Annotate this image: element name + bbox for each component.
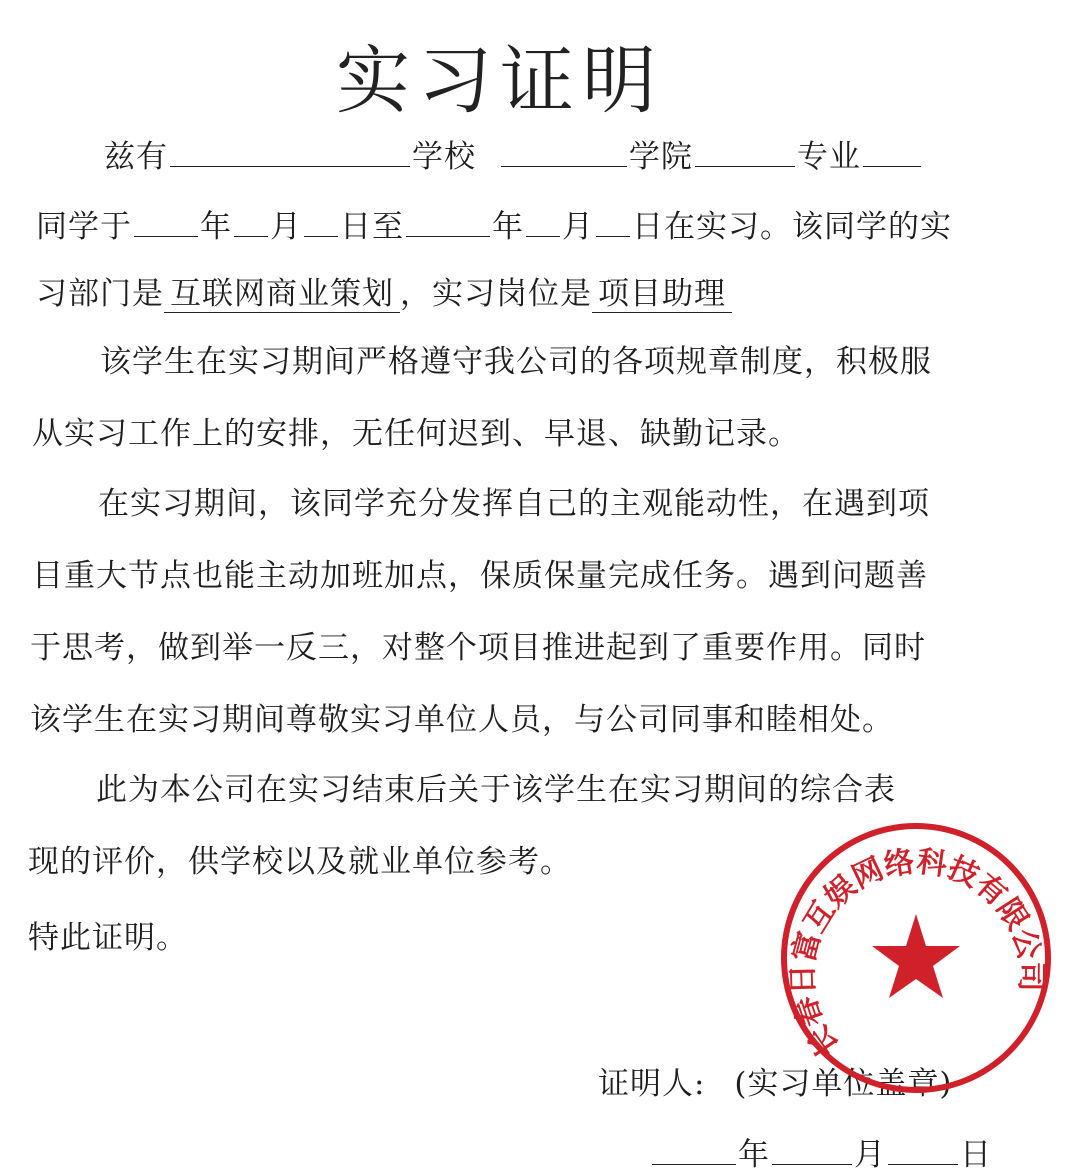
college-suffix: 学院 (628, 139, 693, 175)
day-to-label: 日至 (340, 209, 404, 245)
signature-label: 证明人: (598, 1066, 706, 1102)
start-year-blank (134, 206, 198, 237)
major-suffix: 专业 (796, 139, 861, 175)
day-in-label: 日在实习。该同学的实 (632, 209, 952, 245)
start-day-blank (304, 206, 338, 237)
major-extra-blank (863, 136, 921, 167)
body-line: 此为本公司在实习结束后关于该学生在实习期间的综合表 (96, 772, 896, 808)
school-label: 兹有 (104, 139, 168, 175)
end-month-label: 月 (562, 209, 594, 245)
body-line: 该学生在实习期间严格遵守我公司的各项规章制度，积极服 (100, 344, 932, 380)
seal-star-icon (872, 914, 960, 998)
start-month-label: 月 (270, 209, 302, 245)
dept-prefix: 习部门是 (36, 276, 164, 312)
sign-year-label: 年 (738, 1137, 770, 1173)
company-seal (776, 818, 1056, 1098)
school-line (104, 136, 923, 177)
end-year-label: 年 (492, 209, 524, 245)
major-blank (695, 136, 795, 167)
end-year-blank (406, 206, 490, 237)
end-month-blank (526, 206, 560, 237)
start-year-label: 年 (200, 209, 232, 245)
body-line: 从实习工作上的安排，无任何迟到、早退、缺勤记录。 (32, 416, 800, 452)
sign-day-label: 日 (960, 1137, 992, 1173)
start-month-blank (234, 206, 268, 237)
body-line: 在实习期间，该同学充分发挥自己的主观能动性，在遇到项 (98, 486, 930, 522)
end-day-blank (596, 206, 630, 237)
signature-unit: (实习单位盖章) (734, 1066, 953, 1102)
school-blank (170, 136, 410, 167)
page-title: 实习证明 (336, 38, 664, 124)
date-line (36, 206, 952, 247)
sign-day-blank (888, 1134, 958, 1165)
sign-month-label: 月 (854, 1137, 886, 1173)
body-line: 于思考，做到举一反三，对整个项目推进起到了重要作用。同时 (30, 630, 926, 666)
position-value: 项目助理 (592, 276, 732, 313)
body-line: 目重大节点也能主动加班加点，保质保量完成任务。遇到问题善 (32, 558, 928, 594)
college-blank (501, 136, 627, 167)
body-line: 现的评价，供学校以及就业单位参考。 (28, 844, 572, 880)
department-value: 互联网商业策划 (164, 276, 400, 313)
department-line (36, 274, 732, 314)
student-prefix: 同学于 (36, 209, 132, 245)
sign-month-blank (772, 1134, 852, 1165)
sign-year-blank (652, 1134, 736, 1165)
school-suffix: 学校 (412, 139, 476, 175)
body-line: 该学生在实习期间尊敬实习单位人员，与公司同事和睦相处。 (30, 702, 894, 738)
closing-text: 特此证明。 (28, 920, 188, 956)
seal-text: 长春日富互娱网络科技有限公司 (785, 844, 1048, 1064)
signature-date (650, 1134, 992, 1175)
position-prefix: ，实习岗位是 (400, 276, 592, 312)
